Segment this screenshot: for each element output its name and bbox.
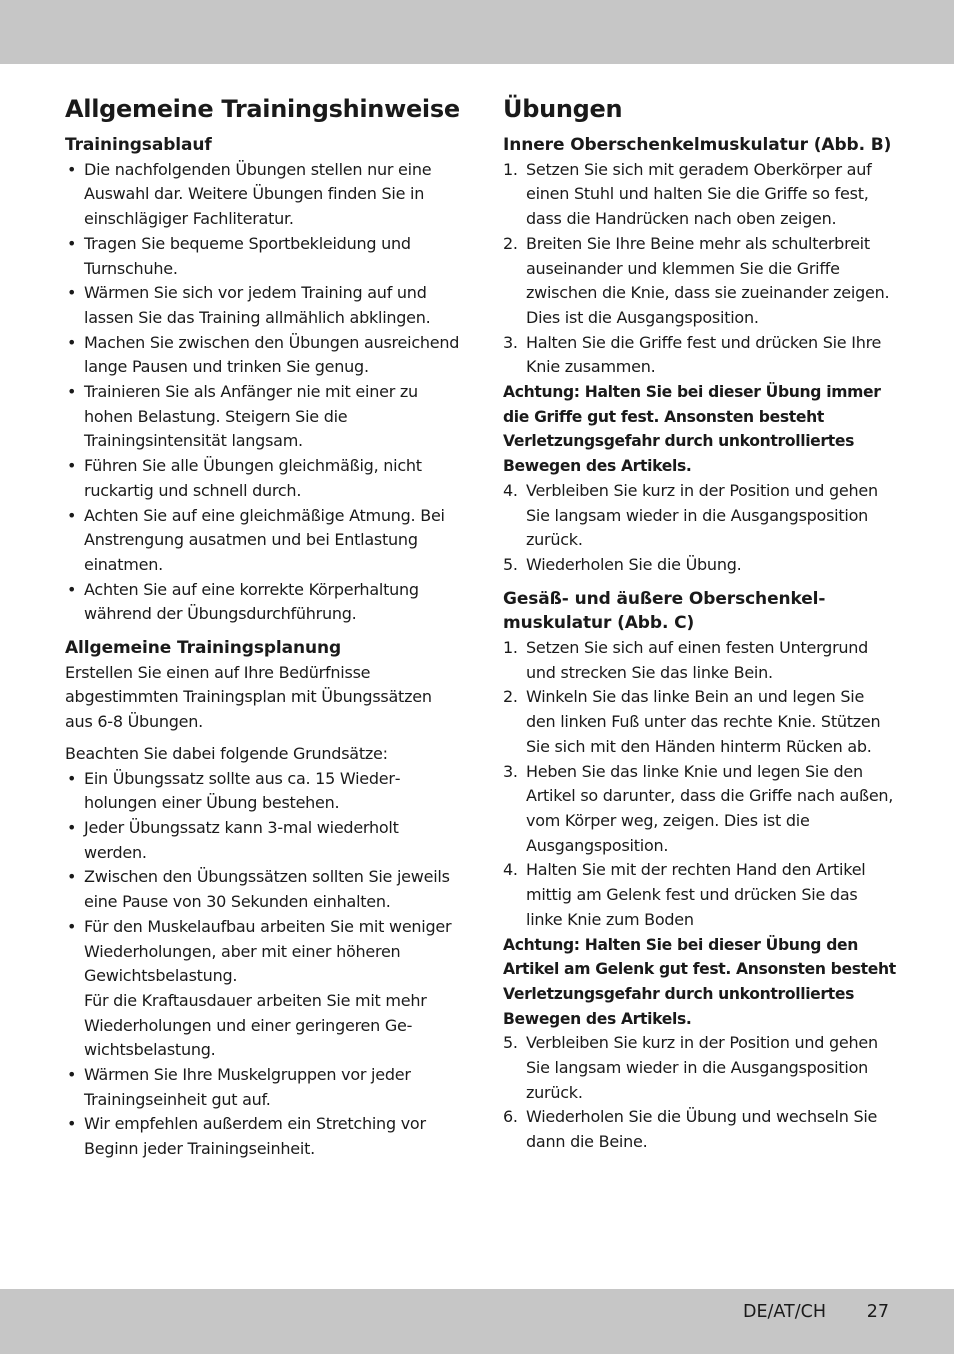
list-item: • Machen Sie zwischen den Übungen ausreichend lange Pausen und trinken Sie genug. — [67, 332, 460, 377]
section-title-training-notes: Allgemeine Trainingshinweise — [65, 95, 460, 123]
list-item: • Zwischen den Übungssätzen sollten Sie jeweils eine Pause von 30 Sekunden einhalten. — [67, 867, 450, 912]
steps-inner-thigh-a — [503, 158, 898, 380]
list-item: • Führen Sie alle Übungen gleichmäßig, nicht ruckartig und schnell durch. — [67, 456, 422, 500]
right-column — [503, 92, 898, 1155]
paragraph-principles: Beachten Sie dabei folgende Grundsätze: — [65, 743, 388, 763]
bullet-icon: • — [67, 1065, 77, 1085]
list-item: • Tragen Sie bequeme Sportbekleidung und Turnschuhe. — [67, 233, 411, 278]
bullet-icon: • — [67, 332, 77, 352]
subheading-training-procedure: Trainingsablauf — [65, 135, 212, 155]
list-item: • Jeder Übungssatz kann 3-mal wiederholt werden. — [67, 817, 399, 862]
list-item: 2. Breiten Sie Ihre Beine mehr als schulterbreit auseinander und klemmen Sie die Griffe zwischen die Knie, dass sie zueinander zeigen. Dies ist die Ausgangsposition. — [503, 233, 890, 327]
list-item: • Die nachfolgenden Übungen stellen nur eine Auswahl dar. Weitere Übungen finden Sie in einschlägiger Fachliteratur. — [67, 159, 432, 229]
bullet-icon: • — [67, 817, 77, 837]
subheading-inner-thigh: Innere Oberschenkelmuskulatur (Abb. B) — [503, 135, 892, 155]
warning-text: Achtung: Halten Sie bei dieser Übung den Artikel am Gelenk gut fest. Ansonsten besteht Verletzungsgefahr durch unkontrolliertes Bewegen des Artikels. — [503, 935, 896, 1028]
list-item: 1. Setzen Sie sich auf einen festen Untergrund und strecken Sie das linke Bein. — [503, 638, 869, 682]
bullet-icon: • — [67, 382, 77, 402]
bullet-icon: • — [67, 505, 77, 525]
list-item: 2. Winkeln Sie das linke Bein an und legen Sie den linken Fuß unter das rechte Knie. Stützen Sie sich mit den Händen hinterm Rücken ab. — [503, 687, 881, 756]
bullet-icon: • — [67, 283, 77, 303]
list-item: 4. Halten Sie mit der rechten Hand den Artikel mittig am Gelenk fest und drücken Sie das linke Knie zum Boden — [503, 860, 866, 929]
left-column — [65, 92, 460, 1162]
bullet-icon: • — [67, 233, 77, 253]
list-item: • Wärmen Sie Ihre Muskelgruppen vor jeder Trainingseinheit gut auf. — [67, 1065, 411, 1109]
header-bar — [0, 0, 954, 64]
bullet-icon: • — [67, 159, 77, 179]
section-title-exercises: Übungen — [503, 95, 623, 123]
bullet-icon: • — [67, 916, 77, 936]
bullet-list-training-procedure — [65, 158, 460, 627]
list-item: 3. Halten Sie die Griffe fest und drücken Sie Ihre Knie zusammen. — [503, 332, 882, 377]
list-item: • Wir empfehlen außerdem ein Stretching vor Beginn jeder Trainingseinheit. — [67, 1114, 426, 1159]
list-item: 3. Heben Sie das linke Knie und legen Sie den Artikel so darunter, dass die Griffe nach außen, vom Körper weg, zeigen. Dies ist die Ausgangsposition. — [503, 761, 894, 855]
subheading-training-planning: Allgemeine Trainingsplanung — [65, 638, 342, 659]
list-item: 5. Wiederholen Sie die Übung. — [503, 554, 742, 574]
steps-glutes-a — [503, 636, 898, 932]
list-item: • Ein Übungssatz sollte aus ca. 15 Wiederholungen einer Übung bestehen. — [67, 768, 401, 813]
bullet-icon: • — [67, 579, 77, 599]
list-item: • Achten Sie auf eine gleichmäßige Atmung. Bei Anstrengung ausatmen und bei Entlastung einatmen. — [67, 505, 445, 574]
list-item: • Für den Muskelaufbau arbeiten Sie mit weniger Wiederholungen, aber mit einer höheren Gewichtsbelastung. Für die Kraftausdauer arbeiten Sie mit mehr Wiederholungen und einer geringeren Gewichtsbelastung. — [67, 916, 452, 1060]
bullet-icon: • — [67, 456, 77, 476]
bullet-icon: • — [67, 768, 77, 788]
paragraph-planning-intro: Erstellen Sie einen auf Ihre Bedürfnisse abgestimmten Trainingsplan mit Übungssätzen aus 6-8 Übungen. — [65, 662, 432, 732]
page-number: 27 — [866, 1302, 889, 1322]
list-item: 5. Verbleiben Sie kurz in der Position und gehen Sie langsam wieder in die Ausgangsposition zurück. — [503, 1033, 878, 1102]
list-item: 4. Verbleiben Sie kurz in der Position und gehen Sie langsam wieder in die Ausgangsposition zurück. — [503, 480, 878, 550]
warning-text: Achtung: Halten Sie bei dieser Übung immer die Griffe gut fest. Ansonsten besteht Verletzungsgefahr durch unkontrolliertes Bewegen des Artikels. — [503, 383, 881, 476]
bullet-icon: • — [67, 867, 77, 887]
steps-glutes-b — [503, 1031, 898, 1155]
steps-inner-thigh-b — [503, 479, 898, 578]
bullet-list-principles — [65, 767, 460, 1162]
list-item: • Trainieren Sie als Anfänger nie mit einer zu hohen Belastung. Steigern Sie die Trainingsintensität langsam. — [67, 382, 418, 451]
list-item: 6. Wiederholen Sie die Übung und wechseln Sie dann die Beine. — [503, 1107, 878, 1152]
list-item: • Wärmen Sie sich vor jedem Training auf und lassen Sie das Training allmählich abklingen. — [67, 283, 431, 327]
bullet-icon: • — [67, 1114, 77, 1134]
footer-region-label: DE/AT/CH — [742, 1302, 826, 1322]
list-item: 1. Setzen Sie sich mit geradem Oberkörper auf einen Stuhl und halten Sie die Griffe so fest, dass die Handrücken nach oben zeigen. — [503, 159, 872, 229]
subheading-glutes-outer-thigh: Gesäß- und äußere Oberschenkelmuskulatur (Abb. C) — [503, 588, 826, 634]
list-item: • Achten Sie auf eine korrekte Körperhaltung während der Übungsdurchführung. — [67, 579, 419, 624]
